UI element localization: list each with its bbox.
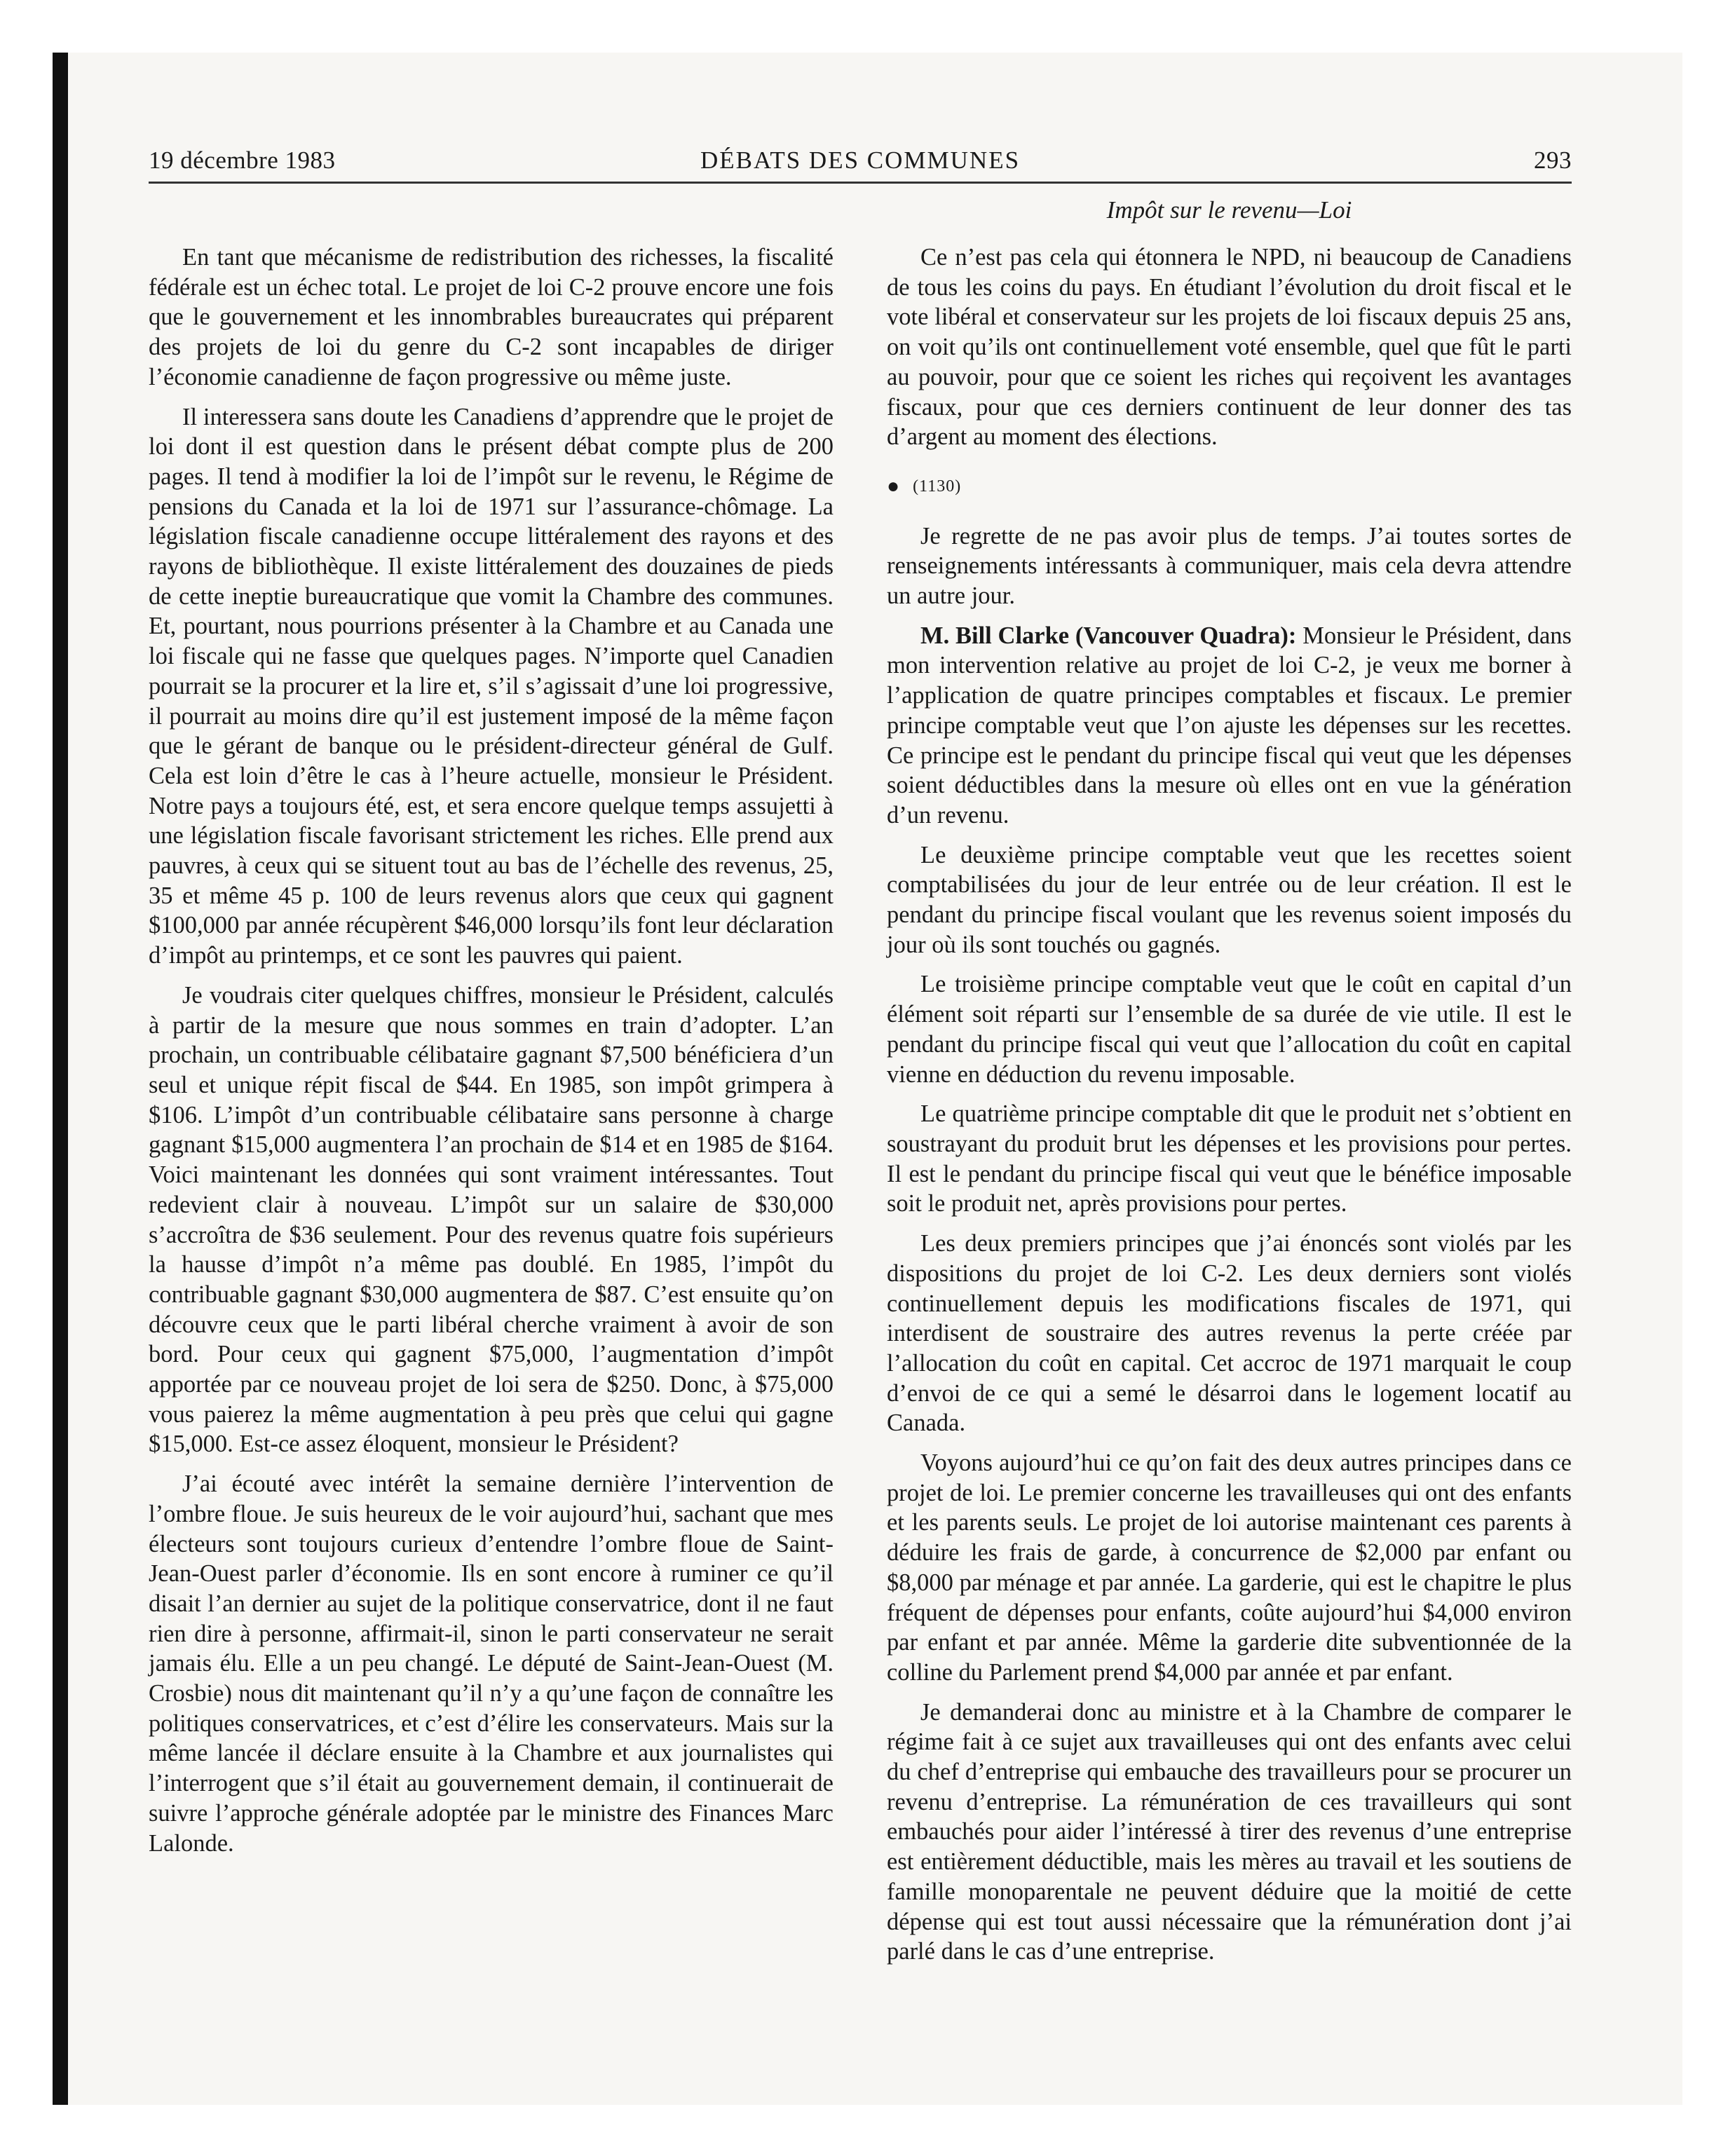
time-marker — [887, 472, 1572, 502]
bullet-icon: ● — [887, 474, 901, 498]
header-page-number: 293 — [1534, 146, 1572, 174]
time-marker-label: (1130) — [913, 477, 962, 496]
paragraph: Le quatrième principe comptable dit que le produit net s’obtient en soustrayant du produit brut les dépenses et les provisions pour pertes. Il est le pendant du principe fiscal qui veut que le bénéfice imposable soit le produit net, après provisions pour pertes. — [887, 1100, 1572, 1217]
right-column — [887, 243, 1572, 1977]
paragraph: J’ai écouté avec intérêt la semaine dernière l’intervention de l’ombre floue. Je suis heureux de le voir aujourd’hui, sachant que mes électeurs sont toujours curieux d’entendre l’ombre floue de Saint-Jean-Ouest parler d’économie. Ils en sont encore à ruminer ce qu’il disait l’an dernier au sujet de la politique conservatrice, dont il ne faut rien dire à personne, affirmait-il, sinon le parti conservateur ne serait jamais élu. Elle a un peu changé. Le député de Saint-Jean-Ouest (M. Crosbie) nous dit maintenant qu’il n’y a qu’une façon de connaître les politiques conservatrices, et c’est d’élire les conservateurs. Mais sur la même lancée il déclare ensuite à la Chambre et aux journalistes qui l’interrogent que s’il était au gouvernement demain, il continuerait de suivre l’approche générale adoptée par le ministre des Finances Marc Lalonde. — [149, 1471, 834, 1857]
paragraph: Il interessera sans doute les Canadiens d’apprendre que le projet de loi dont il est question dans le présent débat compte plus de 200 pages. Il tend à modifier la loi de l’impôt sur le revenu, le Régime de pensions du Canada et la loi de 1971 sur l’assurance-chômage. La législation fiscale canadienne occupe littéralement des rayons et des rayons de bibliothèque. Il existe littéralement des douzaines de pieds de cette ineptie bureaucratique que vomit la Chambre des communes. Et, pourtant, nous pourrions présenter à la Chambre et au Canada une loi fiscale qui ne fasse que quelques pages. N’importe quel Canadien pourrait se la procurer et la lire et, s’il s’agissait d’une loi progressive, il pourrait au moins dire qu’il est justement imposé de la même façon que le gérant de banque ou le président-directeur général de Gulf. Cela est loin d’être le cas à l’heure actuelle, monsieur le Président. Notre pays a toujours été, est, et sera encore quelque temps assujetti à une législation fiscale favorisant strictement les riches. Elle prend aux pauvres, à ceux qui se situent tout au bas de l’échelle des revenus, 25, 35 et même 45 p. 100 de leurs revenus alors que ceux qui gagnent $100,000 par année récupèrent $46,000 lorsqu’ils font leur déclaration d’impôt au printemps, et ce sont les pauvres qui paient. — [149, 403, 834, 969]
paragraph: Les deux premiers principes que j’ai énoncés sont violés par les dispositions du projet de loi C-2. Les deux derniers sont violés continuellement depuis les modifications fiscales de 1971, qui interdisent de soustraire des autres revenus la perte créée par l’allocation du coût en capital. Cet accroc de 1971 marquait le coup d’envoi de ce qui a semé le désarroi dans le logement locatif au Canada. — [887, 1230, 1572, 1437]
paragraph: Je demanderai donc au ministre et à la Chambre de comparer le régime fait à ce sujet aux travailleuses qui ont des enfants avec celui du chef d’entreprise qui embauche des travailleurs pour se procurer un revenu d’entreprise. La rémunération de ces travailleurs qui sont embauchés pour aider l’intéressé à tirer des revenus d’une entreprise est entièrement déductible, mais les mères au travail et les soutiens de famille monoparentale ne peuvent déduire que la moitié de cette dépense qui est tout aussi nécessaire que la rémunération dont j’ai parlé dans le cas d’une entreprise. — [887, 1698, 1572, 1965]
paragraph: Voyons aujourd’hui ce qu’on fait des deux autres principes dans ce projet de loi. Le premier concerne les travailleuses qui ont des enfants et les parents seuls. Le projet de loi autorise maintenant ces parents à déduire les frais de garde, à concurrence de $2,000 par enfant ou $8,000 par ménage et par année. La garderie, qui est le chapitre le plus fréquent de dépenses pour enfants, coûte aujourd’hui $4,000 environ par enfant et par année. Même la garderie dite subventionnée de la colline du Parlement prend $4,000 par année et par enfant. — [887, 1449, 1572, 1686]
paragraph: Je regrette de ne pas avoir plus de temps. J’ai toutes sortes de renseignements intéressants à communiquer, mais cela devra attendre un autre jour. — [887, 522, 1572, 610]
header-date: 19 décembre 1983 — [149, 146, 336, 174]
running-head: Impôt sur le revenu—Loi — [1106, 196, 1352, 224]
speaker-name: M. Bill Clarke (Vancouver Quadra): — [920, 622, 1297, 649]
header-publication-title: DÉBATS DES COMMUNES — [700, 146, 1021, 174]
paragraph: Le deuxième principe comptable veut que les recettes soient comptabilisées du jour de leur entrée ou de leur création. Il est le pendant du principe fiscal voulant que les revenus soient imposés du jour où ils sont touchés ou gagnés. — [887, 841, 1572, 958]
paragraph: Ce n’est pas cela qui étonnera le NPD, ni beaucoup de Canadiens de tous les coins du pays. En étudiant l’évolution du droit fiscal et le vote libéral et conservateur sur les projets de loi fiscaux depuis 25 ans, on voit qu’ils ont continuellement voté ensemble, quel que fût le parti au pouvoir, pour que ce soient les riches qui reçoivent les avantages fiscaux, pour que ces derniers continuent de leur donner des tas d’argent au moment des élections. — [887, 244, 1572, 451]
speaker-paragraph — [887, 621, 1572, 831]
speaker-text: Monsieur le Président, dans mon intervention relative au projet de loi C-2, je veux me borner à l’application de quatre principes comptables et fiscaux. Le premier principe comptable veut que l’on ajuste les dépenses sur les recettes. Ce principe est le pendant du principe fiscal qui veut que les dépenses soient déductibles dans la mesure où elles ont en vue la génération d’un revenu. — [887, 622, 1572, 828]
paragraph: Je voudrais citer quelques chiffres, monsieur le Président, calculés à partir de la mesure que nous sommes en train d’adopter. L’an prochain, un contribuable célibataire gagnant $7,500 bénéficiera d’un seul et unique répit fiscal de $44. En 1985, son impôt grimpera à $106. L’impôt d’un contribuable célibataire sans personne à charge gagnant $15,000 augmentera l’an prochain de $14 et en 1985 de $164. Voici maintenant les données qui sont vraiment intéressantes. Tout redevient clair à nouveau. L’impôt sur un salaire de $30,000 s’accroîtra de $36 seulement. Pour des revenus quatre fois supérieurs la hausse d’impôt n’a même pas doublé. En 1985, l’impôt du contribuable gagnant $30,000 augmentera de $87. C’est ensuite qu’on découvre ceux que le parti libéral cherche vraiment à avoir de son bord. Pour ceux qui gagnent $75,000, l’augmentation d’impôt apportée par ce nouveau projet de loi sera de $250. Donc, à $75,000 vous paierez la même augmentation à peu près que celui qui gagne $15,000. Est-ce assez éloquent, monsieur le Président? — [149, 981, 834, 1458]
page-header — [149, 142, 1572, 184]
paragraph: Le troisième principe comptable veut que le coût en capital d’un élément soit réparti sur l’ensemble de sa durée de vie utile. Il est le pendant du principe fiscal qui veut que l’allocation du coût en capital vienne en déduction du revenu imposable. — [887, 971, 1572, 1088]
paragraph: En tant que mécanisme de redistribution des richesses, la fiscalité fédérale est un échec total. Le projet de loi C-2 prouve encore une fois que le gouvernement et les innombrables bureaucrates qui préparent des projets de loi du genre du C-2 sont incapables de diriger l’économie canadienne de façon progressive ou même juste. — [149, 244, 834, 390]
left-column — [149, 243, 834, 1868]
scan-edge-bar — [53, 53, 68, 2105]
